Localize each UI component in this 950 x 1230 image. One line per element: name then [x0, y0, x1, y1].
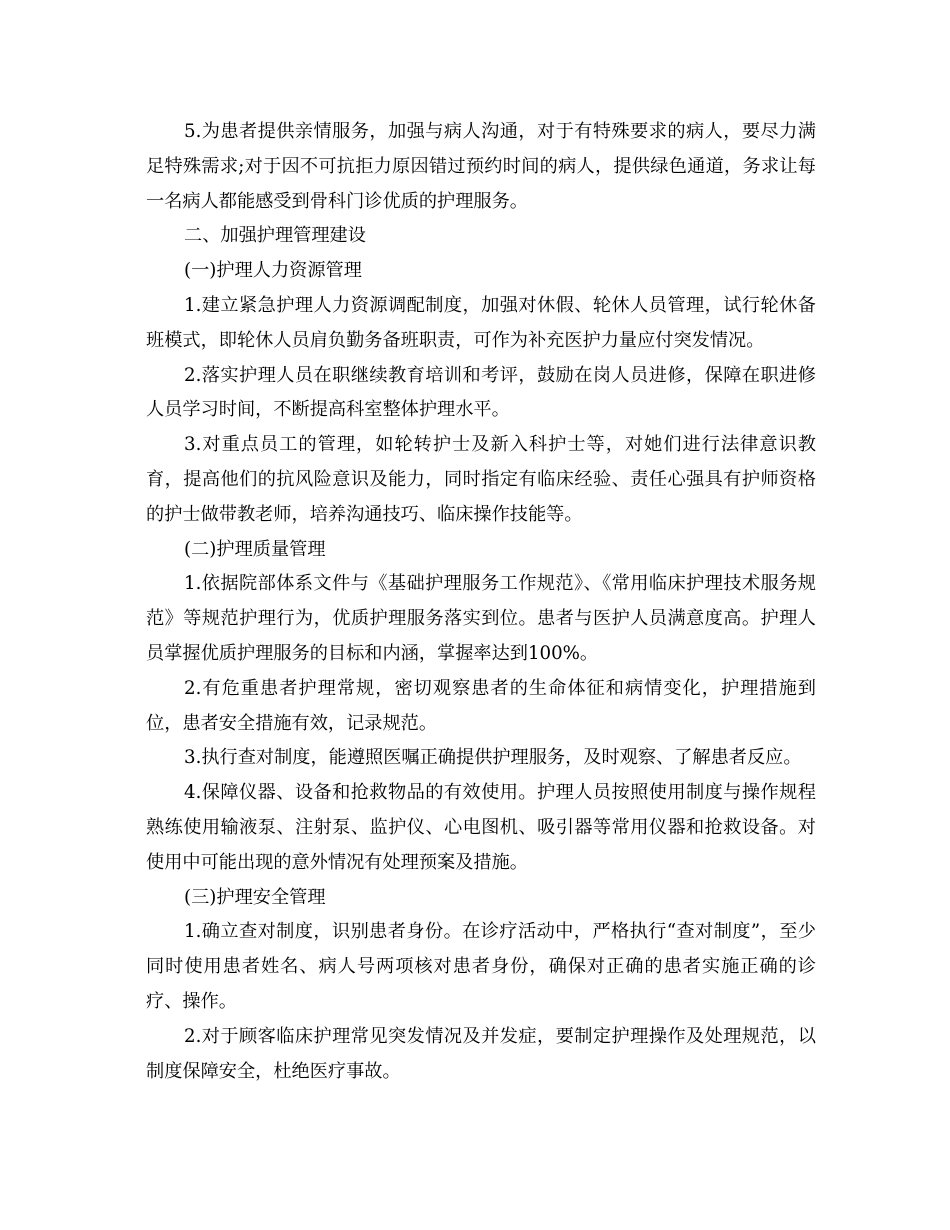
paragraph-quality-3: 3.执行查对制度，能遵照医嘱正确提供护理服务，及时观察、了解患者反应。: [184, 747, 802, 769]
paragraph-hr-2: 2.落实护理人员在职继续教育培训和考评，鼓励在岗人员进修，保障在职进修人员学习时间，不断提高科室整体护理水平。: [146, 364, 816, 421]
paragraph-item-5-family-service: 5.为患者提供亲情服务，加强与病人沟通，对于有特殊要求的病人，要尽力满足特殊需求;对于因不可抗拒力原因错过预约时间的病人，提供绿色通道，务求让每一名病人都能感受到骨科门诊优质的护理服务。: [146, 121, 816, 212]
paragraph-quality-1: 1.依据院部体系文件与《基础护理服务工作规范》、《常用临床护理技术服务规范》等规范护理行为，优质护理服务落实到位。患者与医护人员满意度高。护理人员掌握优质护理服务的目标和内涵，掌握率达到100%。: [146, 573, 816, 664]
paragraph-hr-1: 1.建立紧急护理人力资源调配制度，加强对休假、轮休人员管理，试行轮休备班模式，即轮休人员肩负勤务备班职责，可作为补充医护力量应付突发情况。: [146, 294, 816, 351]
paragraph-safety-2: 2.对于顾客临床护理常见突发情况及并发症，要制定护理操作及处理规范，以制度保障安全，杜绝医疗事故。: [146, 1025, 816, 1082]
paragraph-safety-1: 1.确立查对制度，识别患者身份。在诊疗活动中，严格执行“查对制度”，至少同时使用患者姓名、病人号两项核对患者身份，确保对正确的患者实施正确的诊疗、操作。: [146, 921, 816, 1012]
section-heading-management: 二、加强护理管理建设: [184, 225, 366, 247]
paragraph-quality-4: 4.保障仪器、设备和抢救物品的有效使用。护理人员按照使用制度与操作规程熟练使用输液泵、注射泵、监护仪、心电图机、吸引器等常用仪器和抢救设备。对使用中可能出现的意外情况有处理预案及措施。: [146, 782, 816, 873]
document-body: [146, 115, 816, 1089]
subsection-heading-human-resources: (一)护理人力资源管理: [184, 260, 362, 282]
subsection-heading-quality: (二)护理质量管理: [184, 538, 326, 560]
subsection-heading-safety: (三)护理安全管理: [184, 886, 326, 908]
paragraph-hr-3: 3.对重点员工的管理，如轮转护士及新入科护士等，对她们进行法律意识教育，提高他们的抗风险意识及能力，同时指定有临床经验、责任心强具有护师资格的护士做带教老师，培养沟通技巧、临床操作技能等。: [146, 434, 816, 525]
paragraph-quality-2: 2.有危重患者护理常规，密切观察患者的生命体征和病情变化，护理措施到位，患者安全措施有效，记录规范。: [146, 677, 816, 734]
